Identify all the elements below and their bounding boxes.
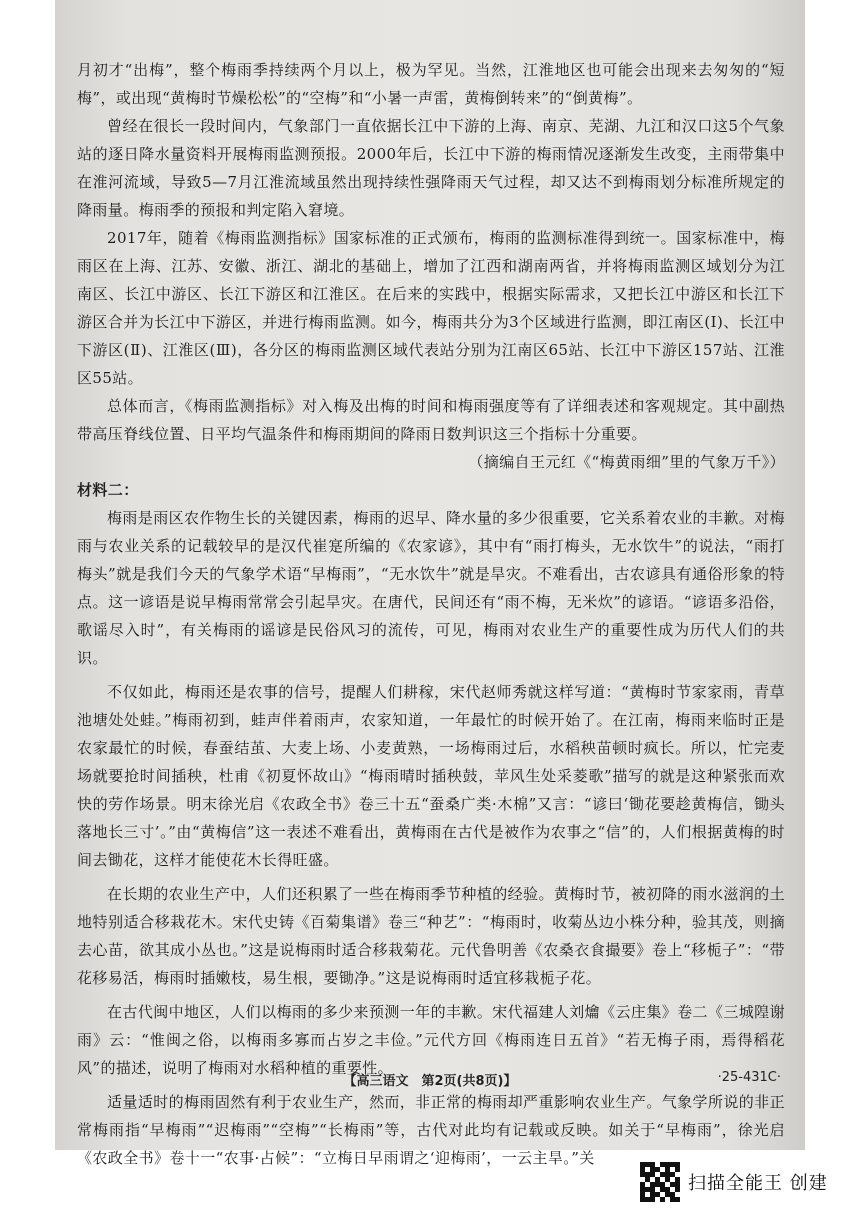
exam-code: ·25-431C·: [717, 1070, 781, 1085]
paragraph: 不仅如此，梅雨还是农事的信号，提醒人们耕稼，宋代赵师秀就这样写道：“黄梅时节家家雨，青草池塘处处蛙。”梅雨初到，蛙声伴着雨声，农家知道，一年最忙的时候开始了。在江南，梅雨来临时正是农家最忙的时候，春蚕结茧、大麦上场、小麦黄熟，一场梅雨过后，水稻秧苗顿时疯长。所以，忙完麦场就要抢时间插秧，杜甫《初夏怀故山》“梅雨晴时插秧鼓，苹风生处采菱歌”描写的就是这种紧张而欢快的劳作场景。明末徐光启《农政全书》卷三十五“蚕桑广类·木棉”又言：“谚曰‘锄花要趁黄梅信，锄头落地长三寸’。”由“黄梅信”这一表述不难看出，黄梅雨在古代是被作为农事之“信”的，人们根据黄梅的时间去锄花，这样才能使花木长得旺盛。: [77, 683, 785, 869]
scanner-watermark: [640, 1162, 828, 1202]
source-citation: （摘编自王元红《“梅黄雨细”里的气象万千》）: [468, 453, 785, 471]
paragraph: 梅雨是雨区农作物生长的关键因素，梅雨的迟早、降水量的多少很重要，它关系着农业的丰歉。对梅雨与农业关系的记载较早的是汉代崔寔所编的《农家谚》，其中有“雨打梅头，无水饮牛”的说法，“雨打梅头”就是我们今天的气象学术语“早梅雨”，“无水饮牛”就是旱灾。不难看出，古农谚具有通俗形象的特点。这一谚语是说早梅雨常常会引起旱灾。在唐代，民间还有“雨不梅，无米炊”的谚语。“谚语多沿俗，歌谣尽入时”，有关梅雨的谣谚是民俗风习的流传，可见，梅雨对农业生产的重要性成为历代人们的共识。: [77, 509, 785, 667]
qr-code-icon: [640, 1162, 680, 1202]
page-number-label: 【高三语文 第2页(共8页)】: [343, 1074, 517, 1089]
page-footer: [55, 1070, 805, 1100]
paragraph: 总体而言，《梅雨监测指标》对入梅及出梅的时间和梅雨强度等有了详细表述和客观规定。其中副热带高压脊线位置、日平均气温条件和梅雨期间的降雨日数判识这三个指标十分重要。: [77, 397, 785, 443]
paragraph: 2017年，随着《梅雨监测指标》国家标准的正式颁布，梅雨的监测标准得到统一。国家标准中，梅雨区在上海、江苏、安徽、浙江、湖北的基础上，增加了江西和湖南两省，并将梅雨监测区域划分为江南区、长江中游区、长江下游区和江淮区。在后来的实践中，根据实际需求，又把长江中游区和长江下游区合并为长江中下游区，并进行梅雨监测。如今，梅雨共分为3个区域进行监测，即江南区(Ⅰ)、长江中下游区(Ⅱ)、江淮区(Ⅲ)，各分区的梅雨监测区域代表站分别为江南区65站、长江中下游区157站、江淮区55站。: [77, 229, 785, 387]
paragraph: 在长期的农业生产中，人们还积累了一些在梅雨季节种植的经验。黄梅时节，被初降的雨水滋润的土地特别适合移栽花木。宋代史铸《百菊集谱》卷三“种艺”：“梅雨时，收菊丛边小株分种，验其茂，则摘去心苗，欲其成小丛也。”这是说梅雨时适合移栽菊花。元代鲁明善《农桑衣食撮要》卷上“移栀子”：“带花移易活，梅雨时插嫩枝，易生根，要锄净。”这是说梅雨时适宜移栽栀子花。: [77, 885, 785, 987]
paragraph: 在古代闽中地区，人们以梅雨的多少来预测一年的丰歉。宋代福建人刘爚《云庄集》卷二《三城隍谢雨》云：“惟闽之俗，以梅雨多寡而占岁之丰俭。”元代方回《梅雨连日五首》“若无梅子雨，焉得稻花风”的描述，说明了梅雨对水稻种植的重要性。: [77, 1003, 785, 1077]
document-body: [77, 56, 785, 1172]
material-heading: 材料二：: [77, 481, 139, 499]
scanned-page-photo: [55, 0, 805, 1167]
paragraph-continued: 月初才“出梅”，整个梅雨季持续两个月以上，极为罕见。当然，江淮地区也可能会出现来去匆匆的“短梅”，或出现“黄梅时节燥松松”的“空梅”和“小暑一声雷，黄梅倒转来”的“倒黄梅”。: [77, 61, 785, 107]
paragraph: 曾经在很长一段时间内，气象部门一直依据长江中下游的上海、南京、芜湖、九江和汉口这5个气象站的逐日降水量资料开展梅雨监测预报。2000年后，长江中下游的梅雨情况逐渐发生改变，主雨带集中在淮河流域，导致5—7月江淮流域虽然出现持续性强降雨天气过程，却又达不到梅雨划分标准所规定的降雨量。梅雨季的预报和判定陷入窘境。: [77, 117, 785, 219]
paragraph: 适量适时的梅雨固然有利于农业生产，然而，非正常的梅雨却严重影响农业生产。气象学所说的非正常梅雨指“早梅雨”“迟梅雨”“空梅”“长梅雨”等，古代对此均有记载或反映。如关于“早梅雨”，徐光启《农政全书》卷十一“农事·占候”：“立梅日早雨谓之‘迎梅雨’，一云主旱。”关: [77, 1093, 785, 1167]
watermark-text: 扫描全能王 创建: [688, 1173, 828, 1194]
